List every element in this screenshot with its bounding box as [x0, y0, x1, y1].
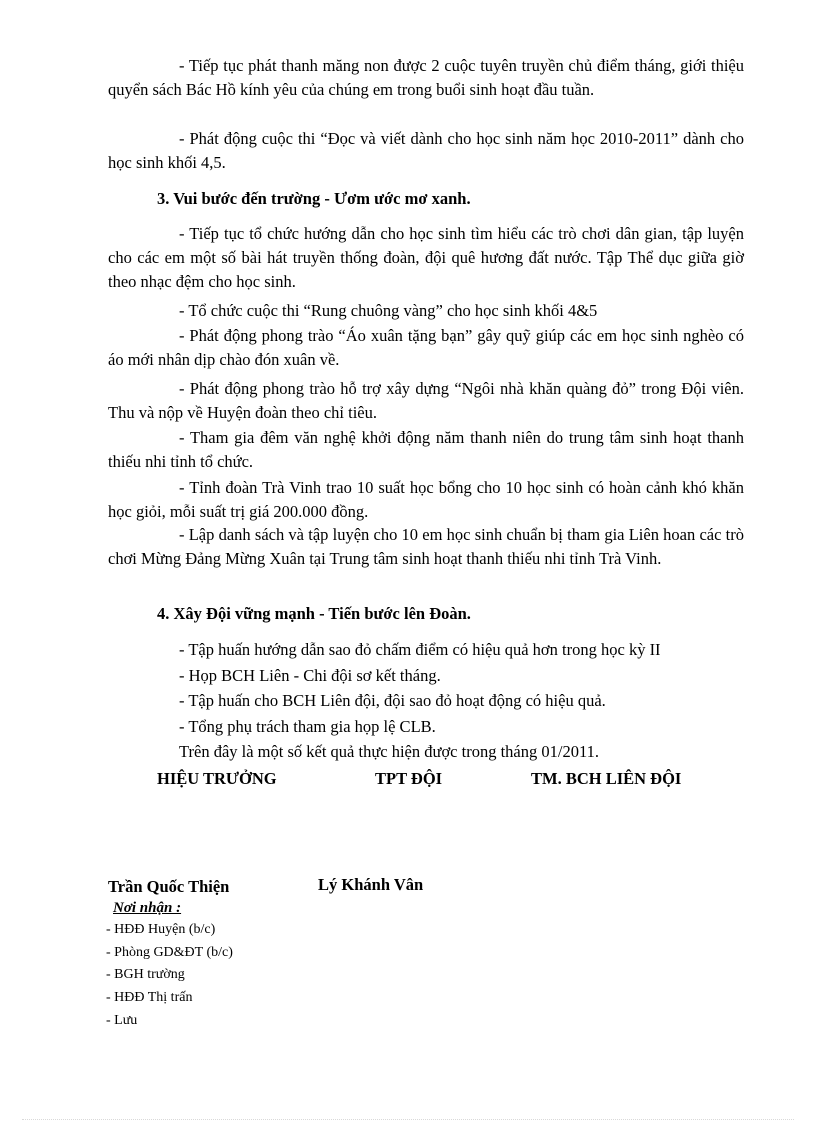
closing-statement: Trên đây là một số kết quả thực hiện được trong tháng 01/2011. — [179, 742, 599, 761]
paragraph-spring-shirt: - Phát động phong trào “Áo xuân tặng bạn” gây quỹ giúp các em học sinh nghèo có áo mới nhân dịp chào đón xuân về. — [108, 326, 744, 369]
bch-title: TM. BCH LIÊN ĐỘI — [531, 769, 682, 788]
paragraph-reading-contest: - Phát động cuộc thi “Đọc và viết dành cho học sinh năm học 2010-2011” dành cho học sinh khối 4,5. — [108, 129, 744, 172]
recipient-item: - Lưu — [106, 1013, 138, 1028]
section-3-heading: 3. Vui bước đến trường - Ươm ước mơ xanh. — [157, 189, 471, 208]
principal-title: HIỆU TRƯỞNG — [157, 769, 277, 788]
paragraph-youth-night: - Tham gia đêm văn nghệ khởi động năm thanh niên do trung tâm sinh hoạt thanh thiếu nhi tỉnh tổ chức. — [108, 428, 744, 471]
line-bch-training: - Tập huấn cho BCH Liên đội, đội sao đỏ hoạt động có hiệu quả. — [179, 691, 606, 710]
line-club-meeting: - Tổng phụ trách tham gia họp lệ CLB. — [179, 717, 436, 736]
recipients-title: Nơi nhận : — [113, 900, 182, 916]
paragraph-folk-games: - Tiếp tục tổ chức hướng dẫn cho học sinh tìm hiểu các trò chơi dân gian, tập luyện cho các em một số bài hát truyền thống đoàn, đội quê hương đất nước. Tập Thể dục giữa giờ theo nhạc đệm cho học sinh. — [108, 224, 744, 291]
paragraph-broadcast: - Tiếp tục phát thanh măng non được 2 cuộc tuyên truyền chủ điểm tháng, giới thiệu quyển sách Bác Hồ kính yêu của chúng em trong buổi sinh hoạt đầu tuần. — [108, 56, 744, 99]
paragraph-festival: - Lập danh sách và tập luyện cho 10 em học sinh chuẩn bị tham gia Liên hoan các trò chơi Mừng Đảng Mừng Xuân tại Trung tâm sinh hoạt thanh thiếu nhi tỉnh Trà Vinh. — [108, 525, 744, 568]
tpt-name: Lý Khánh Vân — [318, 875, 424, 894]
principal-name: Trần Quốc Thiện — [108, 877, 230, 896]
recipient-item: - Phòng GD&ĐT (b/c) — [106, 945, 233, 960]
line-red-star-training: - Tập huấn hướng dẫn sao đỏ chấm điểm có hiệu quả hơn trong học kỳ II — [179, 640, 661, 659]
section-4-heading: 4. Xây Đội vững mạnh - Tiến bước lên Đoàn. — [157, 604, 471, 623]
paragraph-red-scarf-house: - Phát động phong trào hỗ trợ xây dựng “Ngôi nhà khăn quàng đỏ” trong Đội viên. Thu và nộp về Huyện đoàn theo chỉ tiêu. — [108, 379, 744, 422]
page-bottom-border — [22, 1119, 794, 1120]
recipient-item: - BGH trường — [106, 967, 185, 982]
tpt-title: TPT ĐỘI — [375, 769, 443, 788]
line-golden-bell: - Tổ chức cuộc thi “Rung chuông vàng” cho học sinh khối 4&5 — [179, 301, 598, 320]
recipient-item: - HĐĐ Thị trấn — [106, 990, 193, 1005]
paragraph-scholarship: - Tỉnh đoàn Trà Vinh trao 10 suất học bổng cho 10 học sinh có hoàn cảnh khó khăn học giỏi, mỗi suất trị giá 200.000 đồng. — [108, 478, 744, 521]
recipient-item: - HĐĐ Huyện (b/c) — [106, 922, 216, 937]
line-bch-meeting: - Họp BCH Liên - Chi đội sơ kết tháng. — [179, 666, 441, 685]
